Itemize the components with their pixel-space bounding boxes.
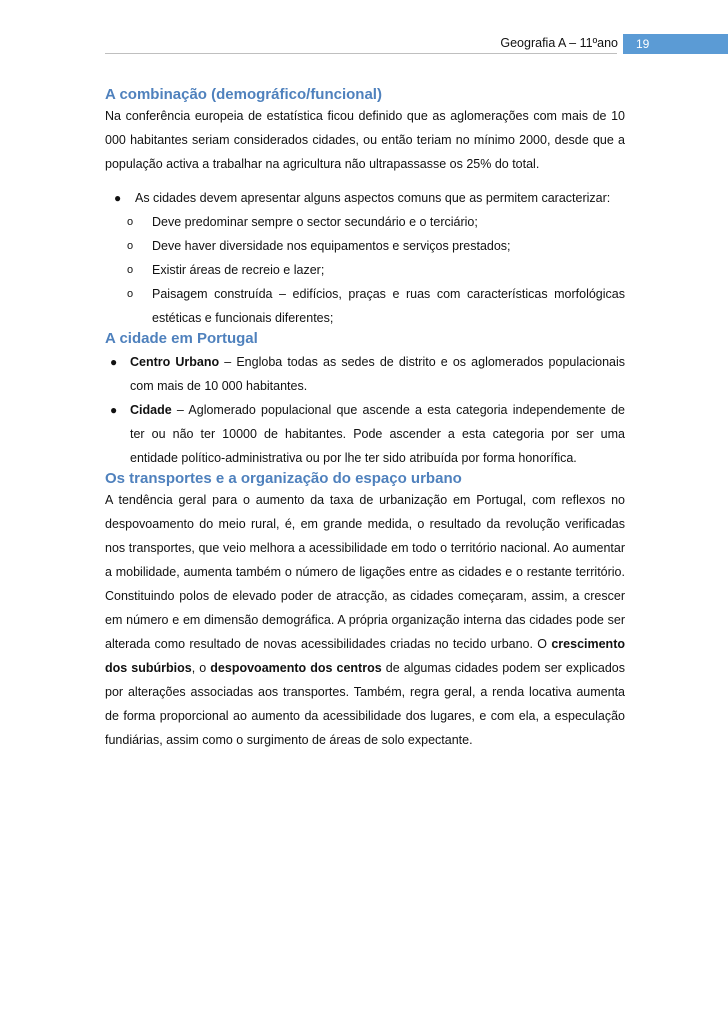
- list-item-text: Deve haver diversidade nos equipamentos e serviços prestados;: [152, 239, 511, 253]
- circle-bullet-icon: o: [127, 264, 134, 276]
- bullet-icon: ●: [114, 191, 122, 205]
- list-item: [105, 258, 625, 282]
- paragraph-text: A tendência geral para o aumento da taxa de urbanização em Portugal, com reflexos no despovoamento do meio rural, é, em grande medida, o resultado da revolução verificadas nos transportes, que veio melhora a acessibilidade em todo o território nacional. Ao aumentar a mobilidade, aumenta também o número de ligações entre as cidades e o restante território. Constituindo polos de elevado poder de atracção, as cidades começaram, assim, a crescer em número e em dimensão demográfica. A própria organização interna das cidades pode ser alterada como resultado de novas acessibilidades criadas no tecido urbano. O: [105, 493, 625, 651]
- paragraph-text: , o: [191, 661, 211, 675]
- list-item: [105, 234, 625, 258]
- header-rule: [105, 53, 617, 54]
- paragraph-transportes: [105, 488, 625, 752]
- term-centro-urbano: Centro Urbano: [130, 355, 220, 369]
- bullet-icon: ●: [110, 403, 118, 417]
- circle-bullet-icon: o: [127, 216, 134, 228]
- bold-crescimento-suburbios: crescimento dos subúrbios: [105, 637, 625, 675]
- list-item-text: Existir áreas de recreio e lazer;: [152, 263, 325, 277]
- definition-text: – Engloba todas as sedes de distrito e os aglomerados populacionais com mais de 10 000 habitantes.: [130, 355, 625, 393]
- list-item: [105, 186, 625, 210]
- paragraph-text: de algumas cidades podem ser explicados por alterações associadas aos transportes. Também, regra geral, a renda locativa aumenta de forma proporcional ao aumento da acessibilidade dos lugares, e com ela, a especulação fundiárias, assim como o surgimento de áreas de solo expectante.: [105, 661, 625, 747]
- bullet-list-cidade: [105, 350, 625, 470]
- list-item: [105, 210, 625, 234]
- bullet-list-aspectos: [105, 186, 625, 330]
- page-number: 19: [623, 34, 728, 54]
- bullet-icon: ●: [110, 355, 118, 369]
- header-title: Geografia A – 11ºano: [500, 36, 618, 50]
- list-item: [105, 282, 625, 330]
- definition-text: – Aglomerado populacional que ascende a esta categoria independemente de ter ou não ter 10000 de habitantes. Pode ascender a esta categoria por ser uma entidade político-administrativa ou por lhe ter sido atribuída por forma honorífica.: [130, 403, 625, 465]
- list-item-text: Paisagem construída – edifícios, praças e ruas com características morfológicas estéticas e funcionais diferentes;: [152, 287, 625, 325]
- page-content: [105, 86, 625, 752]
- paragraph-conferencia: Na conferência europeia de estatística ficou definido que as aglomerações com mais de 10 000 habitantes seriam considerados cidades, ou então teriam no mínimo 2000, desde que a população activa a trabalhar na agricultura não ultrapassasse os 25% do total.: [105, 109, 625, 171]
- section-heading-combinacao: A combinação (demográfico/funcional): [105, 86, 382, 103]
- list-item: [105, 350, 625, 398]
- list-item-text: Deve predominar sempre o sector secundário e o terciário;: [152, 215, 478, 229]
- circle-bullet-icon: o: [127, 288, 134, 300]
- list-item: [105, 398, 625, 470]
- term-cidade: Cidade: [130, 403, 172, 417]
- section-heading-transportes: Os transportes e a organização do espaço urbano: [105, 470, 462, 487]
- page-header: [0, 34, 728, 54]
- section-heading-cidade-portugal: A cidade em Portugal: [105, 330, 258, 347]
- list-item-text: As cidades devem apresentar alguns aspectos comuns que as permitem caracterizar:: [135, 191, 611, 205]
- circle-bullet-icon: o: [127, 240, 134, 252]
- bold-despovoamento-centros: despovoamento dos centros: [210, 661, 382, 675]
